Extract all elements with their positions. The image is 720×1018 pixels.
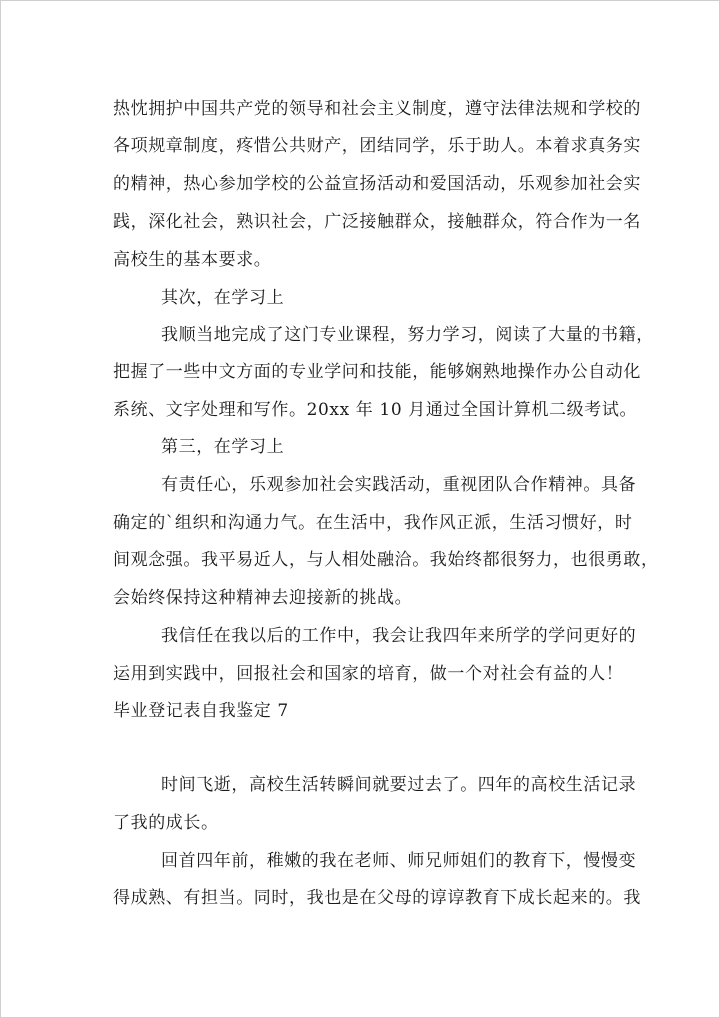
paragraph-line: 高校生的基本要求。 (113, 250, 272, 270)
paragraph-line: 系统、文字处理和写作。20xx 年 10 月通过全国计算机二级考试。 (113, 400, 638, 420)
paragraph-line: 各项规章制度，疼惜公共财产，团结同学，乐于助人。本着求真务实 (113, 136, 641, 156)
paragraph-line: 时间飞逝，高校生活转瞬间就要过去了。四年的高校生活记录 (161, 775, 637, 795)
paragraph-line: 有责任心，乐观参加社会实践活动，重视团队合作精神。具备 (161, 475, 637, 495)
paragraph-line: 间观念强。我平易近人，与人相处融洽。我始终都很努力，也很勇敢， (113, 550, 659, 570)
paragraph-line: 的精神，热心参加学校的公益宣扬活动和爱国活动，乐观参加社会实 (113, 174, 641, 194)
paragraph-line: 践，深化社会，熟识社会，广泛接触群众，接触群众，符合作为一名 (113, 212, 641, 232)
paragraph-line: 运用到实践中，回报社会和国家的培育，做一个对社会有益的人！ (113, 664, 624, 684)
paragraph-line: 了我的成长。 (113, 813, 219, 833)
paragraph-line: 确定的`组织和沟通力气。在生活中，我作风正派，生活习惯好，时 (113, 513, 633, 533)
section-heading: 其次，在学习上 (161, 288, 285, 308)
section-title: 毕业登记表自我鉴定 7 (113, 701, 289, 721)
section-heading: 第三，在学习上 (161, 437, 285, 457)
paragraph-line: 得成熟、有担当。同时，我也是在父母的谆谆教育下成长起来的。我 (113, 888, 641, 908)
paragraph-line: 会始终保持这种精神去迎接新的挑战。 (113, 588, 413, 608)
paragraph-line: 热忱拥护中国共产党的领导和社会主义制度，遵守法律法规和学校的 (113, 99, 641, 119)
paragraph-line: 回首四年前，稚嫩的我在老师、师兄师姐们的教育下，慢慢变 (161, 851, 637, 871)
paragraph-line: 我顺当地完成了这门专业课程，努力学习，阅读了大量的书籍， (161, 325, 654, 345)
paragraph-line: 我信任在我以后的工作中，我会让我四年来所学的学问更好的 (161, 626, 637, 646)
paragraph-line: 把握了一些中文方面的专业学问和技能，能够娴熟地操作办公自动化 (113, 362, 641, 382)
